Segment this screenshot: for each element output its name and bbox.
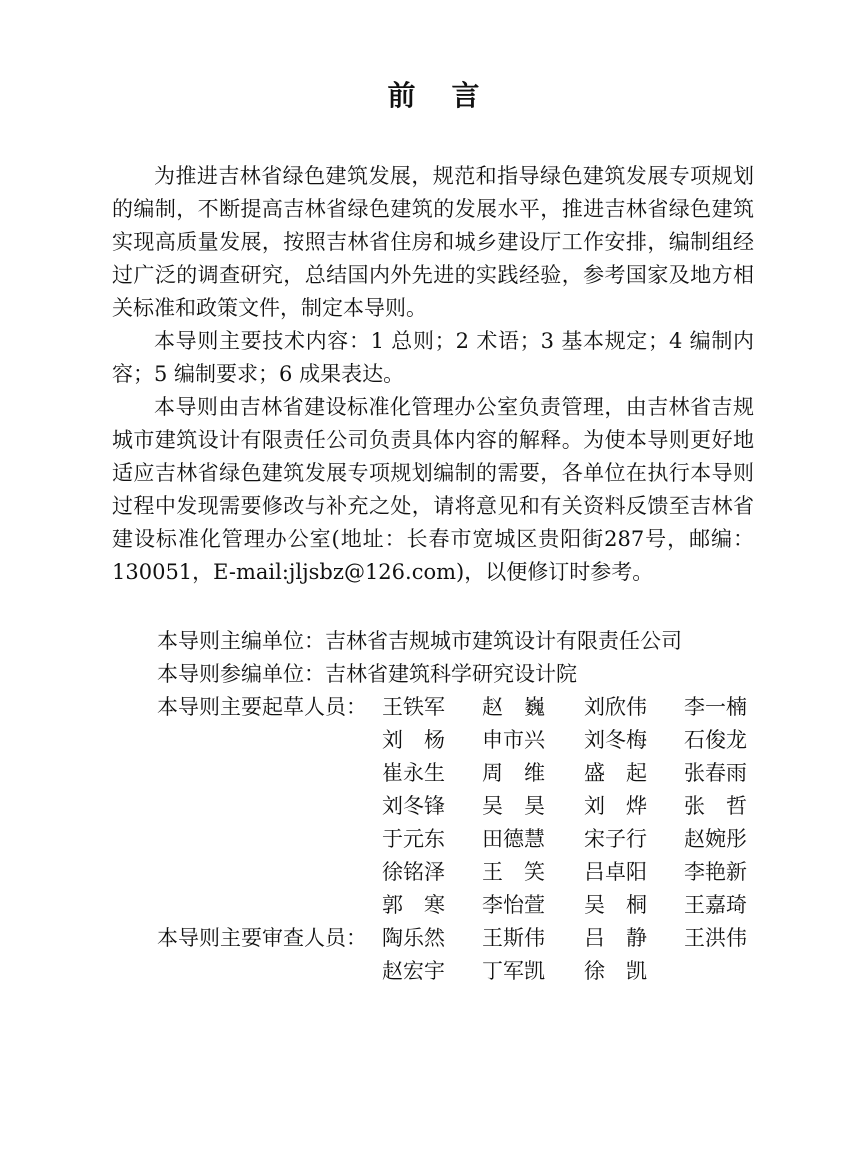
drafter-name: 石俊龙 <box>684 728 747 752</box>
chief-unit-value: 吉林省吉规城市建筑设计有限责任公司 <box>325 629 682 653</box>
participating-unit-label: 本导则参编单位： <box>157 662 325 686</box>
drafter-name: 李艳新 <box>684 860 747 884</box>
drafter-name: 张 哲 <box>684 794 747 818</box>
reviewer-name: 吕 静 <box>584 926 647 950</box>
paragraph-contents: 本导则主要技术内容：1 总则；2 术语；3 基本规定；4 编制内容；5 编制要求；6 成果表达。 <box>112 329 754 386</box>
drafter-name: 王嘉琦 <box>684 893 747 917</box>
drafter-name: 田德慧 <box>482 827 545 851</box>
drafter-name: 刘欣伟 <box>584 695 647 719</box>
drafter-name: 宋子行 <box>584 827 647 851</box>
reviewer-name: 丁军凯 <box>482 959 545 983</box>
drafter-name: 刘 烨 <box>584 794 647 818</box>
chief-unit-line <box>157 625 757 658</box>
participating-unit-line <box>157 658 757 691</box>
drafter-name: 李一楠 <box>684 695 747 719</box>
participating-unit-value: 吉林省建筑科学研究设计院 <box>325 662 577 686</box>
drafter-name: 周 维 <box>482 761 545 785</box>
drafter-name: 赵 巍 <box>482 695 545 719</box>
drafter-name: 赵婉彤 <box>684 827 747 851</box>
drafter-name: 郭 寒 <box>382 893 445 917</box>
drafter-name: 王铁军 <box>382 695 445 719</box>
drafter-name: 张春雨 <box>684 761 747 785</box>
reviewer-name: 徐 凯 <box>584 959 647 983</box>
reviewer-name: 赵宏宇 <box>382 959 445 983</box>
chief-unit-label: 本导则主编单位： <box>157 629 325 653</box>
reviewer-name: 王斯伟 <box>482 926 545 950</box>
reviewers-group <box>157 922 767 988</box>
reviewers-label: 本导则主要审查人员： <box>157 926 367 950</box>
drafter-name: 于元东 <box>382 827 445 851</box>
drafter-name: 盛 起 <box>584 761 647 785</box>
drafters-label: 本导则主要起草人员： <box>157 695 367 719</box>
preface-body <box>112 160 754 589</box>
drafter-name: 王 笑 <box>482 860 545 884</box>
page-title: 前言 <box>387 79 516 112</box>
drafter-name: 吕卓阳 <box>584 860 647 884</box>
drafter-name: 崔永生 <box>382 761 445 785</box>
editing-units <box>157 625 757 691</box>
paragraph-purpose: 为推进吉林省绿色建筑发展，规范和指导绿色建筑发展专项规划的编制，不断提高吉林省绿色建筑的发展水平，推进吉林省绿色建筑实现高质量发展，按照吉林省住房和城乡建设厅工作安排，编制组经过广泛的调查研究，总结国内外先进的实践经验，参考国家及地方相关标准和政策文件，制定本导则。 <box>112 164 754 320</box>
drafter-name: 李怡萱 <box>482 893 545 917</box>
drafters-group <box>157 691 767 922</box>
drafter-name: 刘冬梅 <box>584 728 647 752</box>
paragraph-management: 本导则由吉林省建设标准化管理办公室负责管理，由吉林省吉规城市建筑设计有限责任公司负责具体内容的解释。为使本导则更好地适应吉林省绿色建筑发展专项规划编制的需要，各单位在执行本导则过程中发现需要修改与补充之处，请将意见和有关资料反馈至吉林省建设标准化管理办公室(地址：长春市宽城区贵阳街287号，邮编：130051，E-mail:jljsbz@126.com)，以便修订时参考。 <box>112 395 754 584</box>
reviewer-name: 陶乐然 <box>382 926 445 950</box>
drafter-name: 吴 昊 <box>482 794 545 818</box>
reviewer-name: 王洪伟 <box>684 926 747 950</box>
drafter-name: 刘 杨 <box>382 728 445 752</box>
drafter-name: 申市兴 <box>482 728 545 752</box>
drafters-names <box>382 691 764 922</box>
reviewers-names <box>382 922 764 988</box>
drafter-name: 刘冬锋 <box>382 794 445 818</box>
drafter-name: 徐铭泽 <box>382 860 445 884</box>
personnel-list <box>157 691 767 988</box>
drafter-name: 吴 桐 <box>584 893 647 917</box>
